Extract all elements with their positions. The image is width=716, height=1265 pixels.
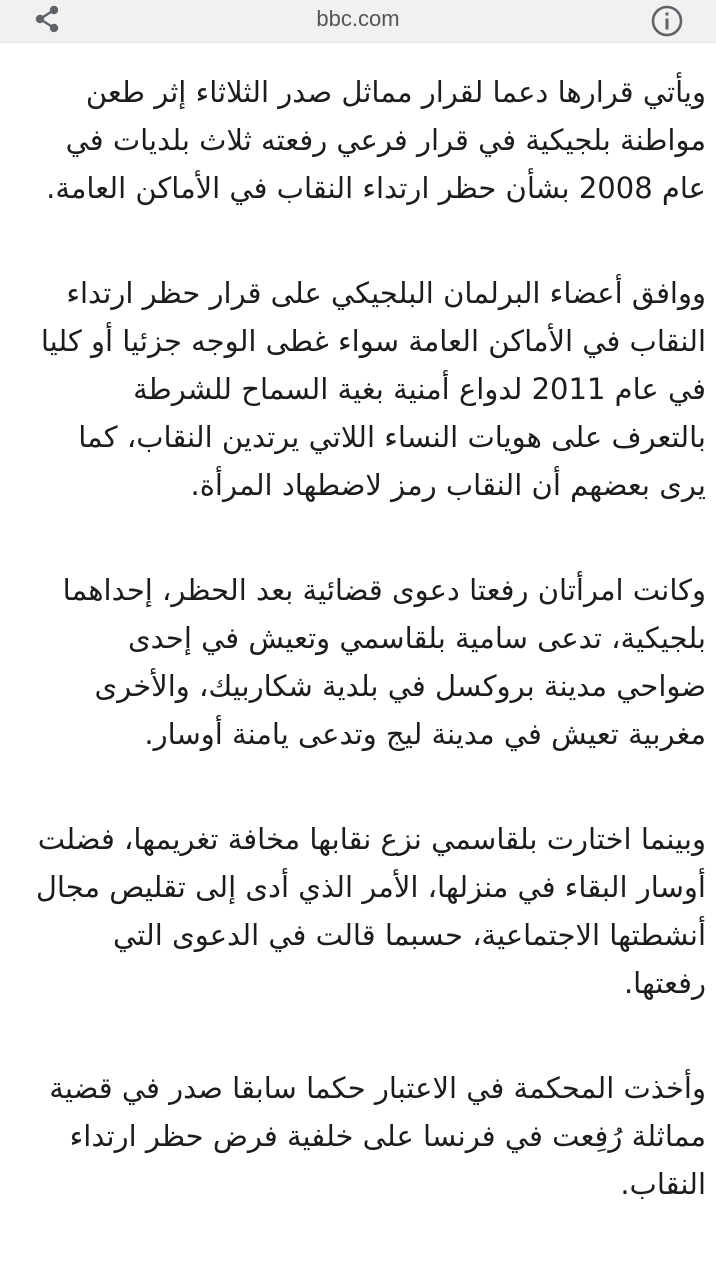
article-paragraph: ويأتي قرارها دعما لقرار مماثل صدر الثلاثاء إثر طعن مواطنة بلجيكية في قرار فرعي رفعته ثلاث بلديات في عام 2008 بشأن حظر ارتداء النقاب في الأماكن العامة. [46,75,706,205]
article-paragraph: ووافق أعضاء البرلمان البلجيكي على قرار حظر ارتداء النقاب في الأماكن العامة سواء غطى الوجه جزئيا أو كليا في عام 2011 لدواع أمنية بغية السماح للشرطة بالتعرف على هويات النساء اللاتي يرتدين النقاب، كما يرى بعضهم أن النقاب رمز لاضطهاد المرأة. [40,276,706,502]
info-icon [650,4,684,38]
page-info-button[interactable] [648,2,686,40]
article-paragraph: وبينما اختارت بلقاسمي نزع نقابها مخافة تغريمها، فضلت أوسار البقاء في منزلها، الأمر الذي أدى إلى تقليص مجال أنشطتها الاجتماعية، حسبما قالت في الدعوى التي رفعتها. [35,822,706,1000]
article-paragraph: وكانت امرأتان رفعتا دعوى قضائية بعد الحظر، إحداهما بلجيكية، تدعى سامية بلقاسمي وتعيش في إحدى ضواحي مدينة بروكسل في بلدية شكاربيك، والأخرى مغربية تعيش في مدينة ليج وتدعى يامنة أوسار. [62,573,706,751]
article-body [34,68,706,1265]
url-text[interactable]: bbc.com [316,6,400,31]
article-paragraph: وأخذت المحكمة في الاعتبار حكما سابقا صدر في قضية مماثلة رُفِعت في فرنسا على خلفية فرض حظر ارتداء النقاب. [49,1071,706,1201]
browser-top-bar [0,0,716,43]
